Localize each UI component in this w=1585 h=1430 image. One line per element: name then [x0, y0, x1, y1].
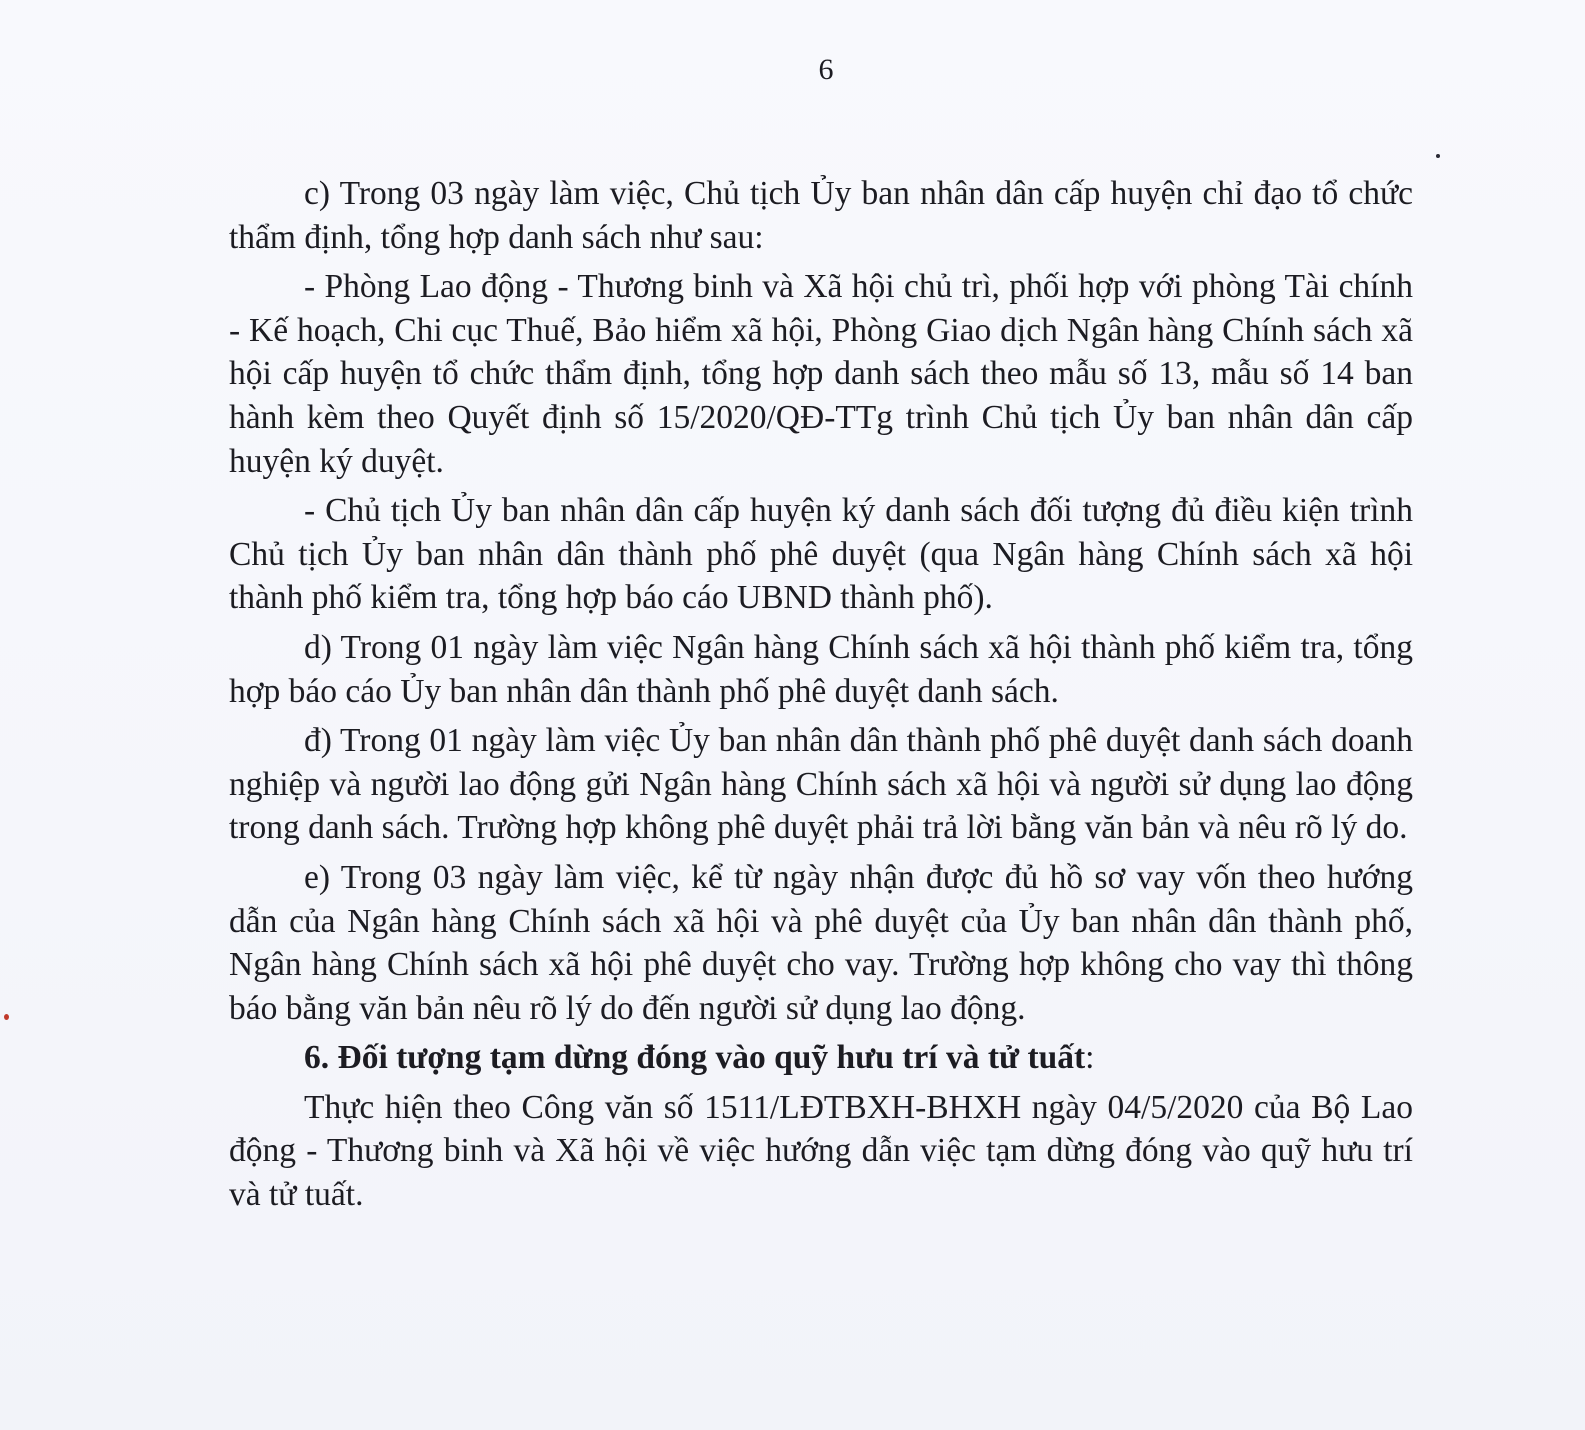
- paragraph-c-item-1: - Phòng Lao động - Thương binh và Xã hội chủ trì, phối hợp với phòng Tài chính - Kế hoạch, Chi cục Thuế, Bảo hiểm xã hội, Phòng Giao dịch Ngân hàng Chính sách xã hội cấp huyện tổ chức thẩm định, tổng hợp danh sách theo mẫu số 13, mẫu số 14 ban hành kèm theo Quyết định số 15/2020/QĐ-TTg trình Chủ tịch Ủy ban nhân dân cấp huyện ký duyệt.: [229, 268, 1413, 480]
- section-heading: [229, 1036, 1413, 1080]
- section-heading-suffix: :: [1085, 1039, 1095, 1077]
- scan-speck: [1436, 154, 1440, 158]
- page-number: 6: [818, 53, 834, 86]
- document-body: [229, 172, 1413, 1223]
- paragraph-c-item-2: - Chủ tịch Ủy ban nhân dân cấp huyện ký danh sách đối tượng đủ điều kiện trình Chủ tịch Ủy ban nhân dân thành phố phê duyệt (qua Ngân hàng Chính sách xã hội thành phố kiểm tra, tổng hợp báo cáo UBND thành phố).: [229, 492, 1413, 617]
- paragraph-c: c) Trong 03 ngày làm việc, Chủ tịch Ủy ban nhân dân cấp huyện chỉ đạo tổ chức thẩm định, tổng hợp danh sách như sau:: [229, 175, 1413, 256]
- closing-paragraph: Thực hiện theo Công văn số 1511/LĐTBXH-BHXH ngày 04/5/2020 của Bộ Lao động - Thương binh và Xã hội về việc hướng dẫn việc tạm dừng đóng vào quỹ hưu trí và tử tuất.: [229, 1088, 1413, 1214]
- scan-speck-red: [4, 1014, 9, 1020]
- paragraph-d: d) Trong 01 ngày làm việc Ngân hàng Chính sách xã hội thành phố kiểm tra, tổng hợp báo cáo Ủy ban nhân dân thành phố phê duyệt danh sách.: [229, 628, 1413, 710]
- paragraph-dd: đ) Trong 01 ngày làm việc Ủy ban nhân dân thành phố phê duyệt danh sách doanh nghiệp và người lao động gửi Ngân hàng Chính sách xã hội và người sử dụng lao động trong danh sách. Trường hợp không phê duyệt phải trả lời bằng văn bản và nêu rõ lý do.: [229, 722, 1413, 847]
- section-heading-text: 6. Đối tượng tạm dừng đóng vào quỹ hưu trí và tử tuất: [304, 1039, 1086, 1077]
- paragraph-e: e) Trong 03 ngày làm việc, kể từ ngày nhận được đủ hồ sơ vay vốn theo hướng dẫn của Ngân hàng Chính sách xã hội và phê duyệt của Ủy ban nhân dân thành phố, Ngân hàng Chính sách xã hội phê duyệt cho vay. Trường hợp không cho vay thì thông báo bằng văn bản nêu rõ lý do đến người sử dụng lao động.: [229, 858, 1413, 1027]
